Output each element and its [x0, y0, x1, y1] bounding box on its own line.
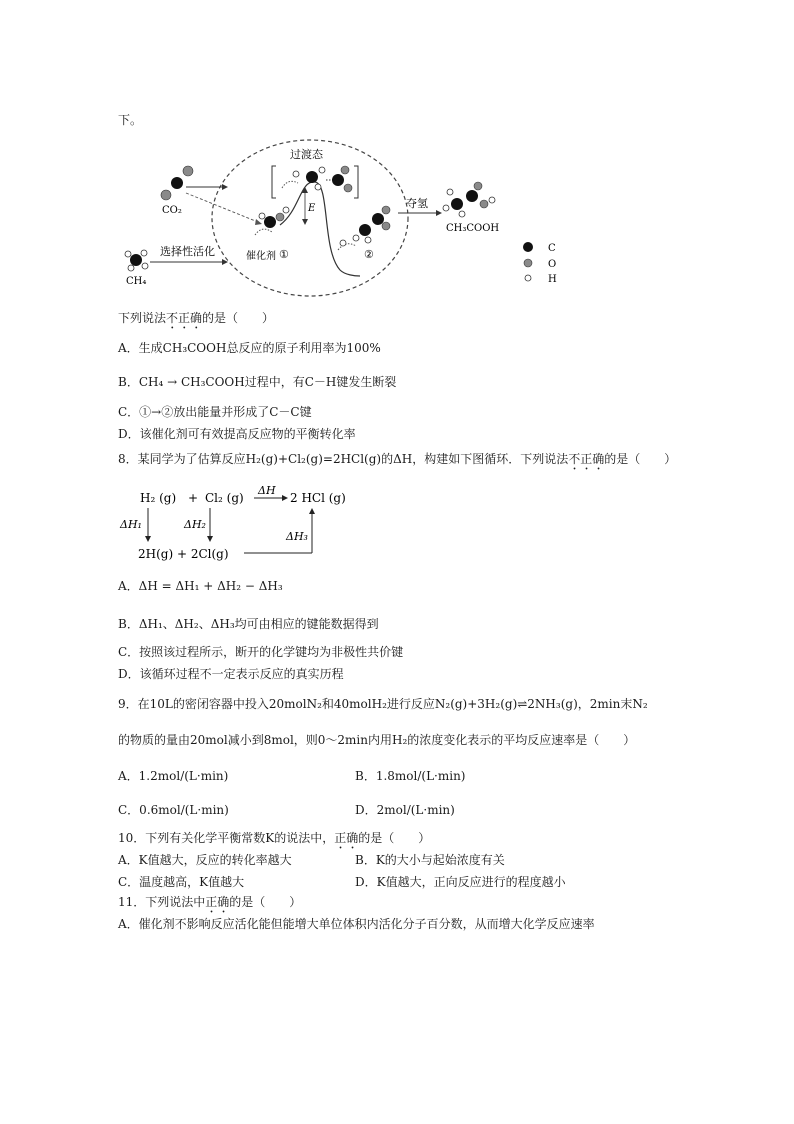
q7-option-a[interactable]: A．生成CH₃COOH总反应的原子利用率为100% — [118, 341, 381, 355]
q7-option-b[interactable]: B．CH₄ → CH₃COOH过程中，有C－H键发生断裂 — [118, 375, 397, 389]
legend-hydrogen-swatch — [525, 275, 531, 281]
catalyst-label: 催化剂 — [246, 251, 276, 262]
transition-label: 过渡态 — [290, 148, 323, 161]
q10-stem — [118, 830, 430, 852]
q11-stem-emphasis: 正确 — [205, 895, 230, 909]
legend-oxygen-swatch — [524, 259, 532, 267]
cycle-intermediate: 2H(g) + 2Cl(g) — [138, 547, 229, 561]
q8-stem — [118, 451, 676, 473]
q10-stem-b: 的是（ ） — [358, 831, 431, 845]
q10-stem-emphasis: 正确 — [334, 831, 359, 845]
q11-stem — [118, 894, 301, 916]
cycle-dh-label: ΔH — [258, 484, 276, 497]
cycle-reactant-2: Cl₂ (g) — [205, 491, 244, 505]
q9-stem-line-2: 的物质的量由20mol减小到8mol，则0～2min内用H₂的浓度变化表示的平均反应速率是（ ） — [118, 733, 636, 747]
mechanism-diagram — [0, 0, 794, 300]
legend-hydrogen-label: H — [548, 274, 557, 285]
q7-stem — [118, 310, 274, 332]
q8-option-a[interactable]: A．ΔH = ΔH₁ + ΔH₂ − ΔH₃ — [118, 579, 283, 593]
step2-label: ② — [364, 248, 374, 261]
ch3cooh-molecule — [443, 182, 495, 217]
catalyst-molecule-2 — [338, 206, 390, 250]
q9-option-a[interactable]: A．1.2mol/(L·min) — [118, 769, 229, 783]
q8-stem-a: 8．某同学为了估算反应H₂(g)+Cl₂(g)=2HCl(g)的ΔH，构建如下图循环．下列说法 — [118, 452, 569, 466]
q7-option-c[interactable]: C．①→②放出能量并形成了C－C键 — [118, 405, 312, 419]
product-label: CH₃COOH — [446, 223, 500, 234]
q7-stem-a: 下列说法 — [118, 311, 167, 325]
q9-option-c[interactable]: C．0.6mol/(L·min) — [118, 803, 229, 817]
legend-oxygen-label: O — [548, 259, 557, 270]
q7-option-d[interactable]: D．该催化剂可有效提高反应物的平衡转化率 — [118, 427, 356, 441]
q11-stem-a: 11．下列说法中 — [118, 895, 206, 909]
cycle-dh1-label: ΔH₁ — [120, 518, 142, 531]
legend-carbon-label: C — [548, 243, 556, 254]
cycle-reactant-1: H₂ (g) — [140, 491, 177, 505]
ch4-molecule — [125, 250, 148, 271]
q8-option-c[interactable]: C．按照该过程所示，断开的化学键均为非极性共价键 — [118, 645, 404, 659]
cycle-plus: + — [188, 491, 199, 505]
q8-stem-emphasis: 不正确 — [568, 452, 605, 466]
transition-molecule — [282, 166, 352, 192]
co2-label: CO₂ — [162, 205, 182, 216]
q7-stem-emphasis: 不正确 — [166, 311, 203, 325]
q9-stem-line-1: 9．在10L的密闭容器中投入20molN₂和40molH₂进行反应N₂(g)+3H₂(g)⇌2NH₃(g)，2min末N₂ — [118, 697, 648, 711]
q10-stem-a: 10．下列有关化学平衡常数K的说法中， — [118, 831, 335, 845]
q8-option-b[interactable]: B．ΔH₁、ΔH₂、ΔH₃均可由相应的键能数据得到 — [118, 617, 379, 631]
ch4-label: CH₄ — [126, 276, 147, 287]
q9-option-b[interactable]: B．1.8mol/(L·min) — [355, 769, 466, 783]
q8-stem-b: 的是（ ） — [604, 452, 677, 466]
atom-legend — [523, 242, 557, 285]
cycle-dh2-label: ΔH₂ — [184, 518, 206, 531]
q10-option-d[interactable]: D．K值越大，正向反应进行的程度越小 — [355, 875, 566, 889]
q10-option-c[interactable]: C．温度越高，K值越大 — [118, 875, 245, 889]
energy-label: E — [308, 203, 316, 214]
cycle-product: 2 HCl (g) — [290, 491, 346, 505]
cycle-dh3-label: ΔH₃ — [286, 530, 308, 543]
intro-fragment: 下。 — [118, 113, 143, 127]
q10-option-a[interactable]: A．K值越大，反应的转化率越大 — [118, 853, 292, 867]
dehydrogenation-label: 夺氢 — [406, 197, 428, 210]
q11-stem-b: 的是（ ） — [229, 895, 302, 909]
activation-label: 选择性活化 — [160, 245, 215, 258]
q11-option-a[interactable]: A．催化剂不影响反应活化能但能增大单位体积内活化分子百分数，从而增大化学反应速率 — [118, 917, 595, 931]
q7-stem-b: 的是（ ） — [202, 311, 275, 325]
energy-curve — [280, 182, 360, 276]
q8-option-d[interactable]: D．该循环过程不一定表示反应的真实历程 — [118, 667, 344, 681]
co2-molecule — [161, 166, 193, 200]
q10-option-b[interactable]: B．K的大小与起始浓度有关 — [355, 853, 505, 867]
q9-option-d[interactable]: D．2mol/(L·min) — [355, 803, 455, 817]
legend-carbon-swatch — [523, 242, 533, 252]
step1-label: ① — [279, 248, 289, 261]
